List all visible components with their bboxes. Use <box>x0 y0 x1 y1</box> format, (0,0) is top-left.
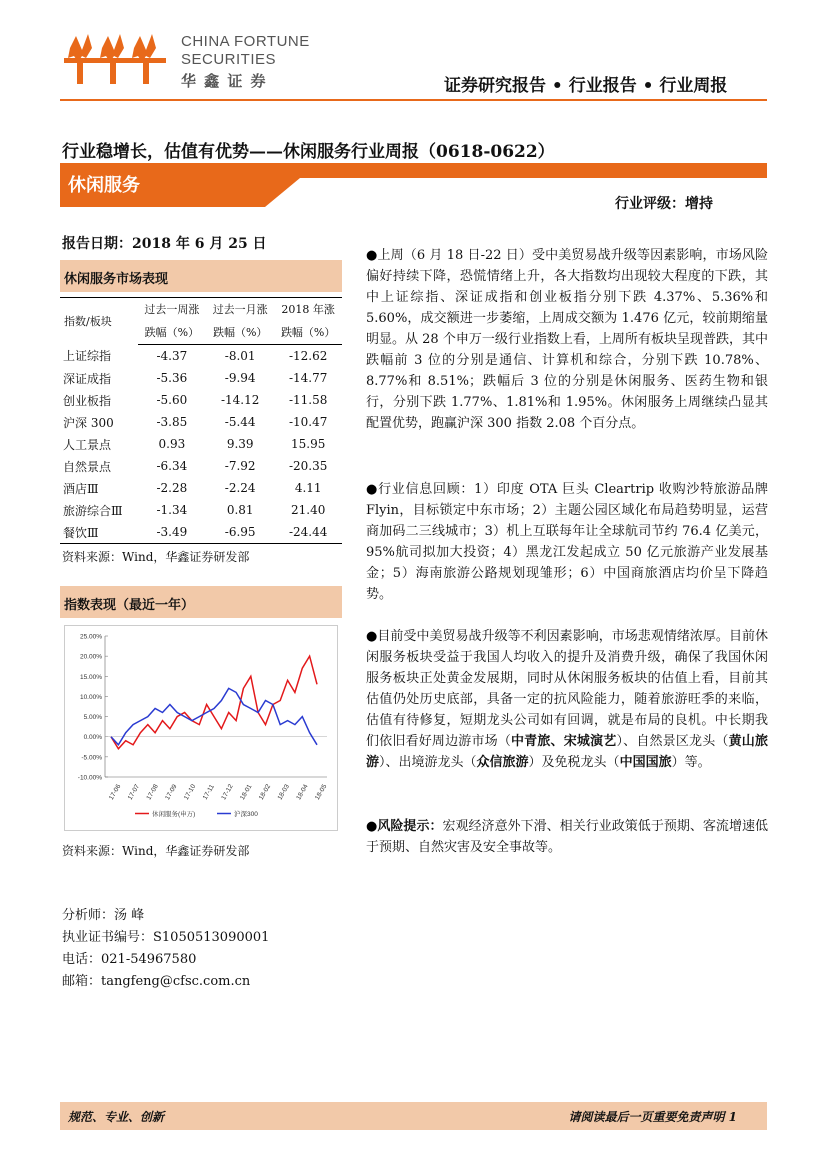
x-tick-label: 17-09 <box>164 783 179 802</box>
p4-text: 宏观经济意外下滑、相关行业政策低于预期、客流增速低于预期、自然灾害及安全事故等。 <box>366 819 768 855</box>
analyst-phone: 电话：021-54967580 <box>62 952 197 967</box>
analyst-name: 分析师：汤 峰 <box>62 908 145 923</box>
cell-week: 0.93 <box>158 437 186 451</box>
x-tick-label: 18-02 <box>257 783 273 802</box>
cell-month: -9.94 <box>224 371 256 385</box>
company-logo-icon <box>62 28 172 90</box>
footer-disclaimer: 请阅读最后一页重要免责声明 1 <box>568 1110 737 1124</box>
p3-bold-2: 黄山旅游 <box>366 734 768 770</box>
chart-heading-text: 指数表现（最近一年） <box>64 598 195 613</box>
cell-month: -5.44 <box>224 415 256 429</box>
p2-text: 行业信息回顾：1）印度 OTA 巨头 Cleartrip 收购沙特旅游品牌 Flyin，目标锁定中东市场；2）主题公园区域化布局趋势明显，运营商加码二三线城市；3）机上互联每年让全球航司节约 76.4 亿美元，95%航司拟加大投资；4）黑龙江发起成立 50 亿元旅游产业发展基金；5）海南旅游公路规划现雏形；6）中国商旅酒店均价呈下降趋势。 <box>366 482 768 602</box>
cell-name: 创业板指 <box>63 393 112 408</box>
x-tick-label: 18-04 <box>295 783 310 802</box>
p3-text-a: 目前受中美贸易战升级等不利因素影响，市场悲观情绪浓厚。目前休闲服务板块受益于我国人均收入的提升及消费升级，确保了我国休闲服务板块正处黄金发展期，同时从休闲服务板块的估值上看，目前其估值仍处历史底部，具备一定的抗风险能力，随着旅游旺季的来临，估值有待修复，短期龙头公司如有回调，就是布局的良机。中长期我们依旧看好周边游市场（ <box>366 629 768 749</box>
y-tick-label: 20.00% <box>79 653 102 661</box>
col-header-week: 过去一周涨 <box>138 298 206 322</box>
cell-name: 自然景点 <box>63 459 112 474</box>
x-tick-label: 17-11 <box>201 783 216 801</box>
analyst-cert: 执业证书编号：S1050513090001 <box>62 930 270 945</box>
analyst-email[interactable]: 邮箱：tangfeng@cfsc.com.cn <box>62 974 251 989</box>
x-tick-label: 17-07 <box>126 783 142 802</box>
brand-name-line1: CHINA FORTUNE <box>181 33 310 50</box>
col-header-year-unit: 跌幅（%） <box>274 321 342 345</box>
cell-name: 酒店Ⅲ <box>63 481 99 496</box>
y-tick-label: -10.00% <box>77 774 102 782</box>
cell-name: 上证综指 <box>63 349 112 364</box>
cell-week: -3.85 <box>156 415 188 429</box>
col-header-month-unit: 跌幅（%） <box>206 321 274 345</box>
cell-year: 21.40 <box>290 503 326 517</box>
cell-name: 人工景点 <box>63 437 112 452</box>
cell-week: -6.34 <box>156 459 188 473</box>
bullet-icon: ● <box>366 248 378 263</box>
p1-text: 上周（6 月 18 日-22 日）受中美贸易战升级等因素影响，市场风险偏好持续下降，恐慌情绪上升，各大指数均出现较大程度的下跌，其中上证综指、深证成指和创业板指分别下跌 4.37%、5.36%和 5.60%，成交额进一步萎缩，上周成交额为 1.476 亿元，较前期缩量明显。从 28 个申万一级行业指数上看，上周所有板块呈现普跌，其中跌幅前 3 位的分别是通信、计算机和综合，分别下跌 10.78%、8.77%和 8.51%；跌幅后 3 位的分别是休闲服务、医药生物和银行，分别下跌 1.77%、1.81%和 1.95%。休闲服务上周继续凸显其配置优势，跑赢沪深 300 指数 2.08 个百分点。 <box>366 248 769 431</box>
x-tick-label: 17-10 <box>182 783 198 802</box>
sector-name: 休闲服务 <box>68 175 140 196</box>
page-footer <box>60 1102 767 1130</box>
industry-rating: 行业评级：增持 <box>615 196 713 212</box>
table-row <box>60 455 342 477</box>
table-row <box>60 345 342 368</box>
market-source: 资料来源：Wind，华鑫证券研发部 <box>62 550 250 564</box>
brand-name-line2: SECURITIES <box>181 51 277 68</box>
col-header-year: 2018 年涨 <box>274 298 342 322</box>
cell-month: 9.39 <box>226 437 254 451</box>
analyst-info <box>62 905 269 993</box>
cell-month: -14.12 <box>220 393 260 407</box>
p3-text-d: ）、出境游龙头（ <box>379 755 477 770</box>
y-tick-label: -5.00% <box>81 754 102 762</box>
cell-month: -6.95 <box>206 521 274 544</box>
paragraph-industry-news <box>366 479 768 605</box>
table-row <box>60 499 342 521</box>
y-tick-label: 15.00% <box>79 673 102 681</box>
cell-year: 15.95 <box>290 437 326 451</box>
p3-bold-3: 众信旅游 <box>476 755 529 770</box>
cell-year: -10.47 <box>288 415 328 429</box>
x-tick-label: 18-05 <box>313 783 329 802</box>
table-row <box>60 433 342 455</box>
footer-slogan: 规范、专业、创新 <box>68 1110 165 1124</box>
col-header-month: 过去一月涨 <box>206 298 274 322</box>
p3-text-f: ）等。 <box>671 755 711 770</box>
market-table <box>60 297 342 544</box>
brand-name-cn: 华 鑫 证 券 <box>181 73 268 90</box>
p3-bold-4: 中国国旅 <box>619 755 672 770</box>
series-line-0 <box>111 656 317 749</box>
bullet-icon: ● <box>366 629 378 644</box>
col-header-name: 指数/板块 <box>60 298 138 345</box>
bullet-icon: ● <box>366 819 378 834</box>
cell-week: -2.28 <box>156 481 188 495</box>
index-chart-frame <box>64 625 338 831</box>
bullet-icon: ● <box>366 482 379 497</box>
y-tick-label: 25.00% <box>79 633 102 641</box>
paragraph-market-review <box>366 245 768 434</box>
col-header-week-unit: 跌幅（%） <box>138 321 206 345</box>
cell-week: -5.60 <box>156 393 188 407</box>
cell-name: 餐饮Ⅲ <box>60 521 138 544</box>
chart-source: 资料来源：Wind，华鑫证券研发部 <box>62 844 250 858</box>
y-tick-label: 0.00% <box>83 734 102 742</box>
cell-year: 4.11 <box>294 481 322 495</box>
table-row <box>60 477 342 499</box>
p3-text-c: ）、自然景区龙头（ <box>616 734 729 749</box>
table-row <box>60 411 342 433</box>
x-tick-label: 17-06 <box>107 783 123 802</box>
y-tick-label: 10.00% <box>79 693 102 701</box>
legend-label: 沪深300 <box>234 811 258 818</box>
cell-name: 深证成指 <box>63 371 112 386</box>
p3-bold-1: 中青旅、宋城演艺 <box>511 734 617 749</box>
table-row <box>60 367 342 389</box>
cell-year: -12.62 <box>288 349 328 363</box>
cell-week: -3.49 <box>138 521 206 544</box>
market-section-heading <box>60 260 342 292</box>
report-category: 证券研究报告 • 行业报告 • 行业周报 <box>444 76 728 96</box>
table-row <box>60 389 342 411</box>
cell-year: -24.44 <box>274 521 342 544</box>
market-heading-text: 休闲服务市场表现 <box>64 272 169 287</box>
risk-label: 风险提示： <box>377 819 443 834</box>
cell-month: -2.24 <box>224 481 256 495</box>
report-title: 行业稳增长，估值有优势——休闲服务行业周报（0618-0622） <box>62 142 555 162</box>
cell-week: -1.34 <box>156 503 188 517</box>
cell-name: 旅游综合Ⅲ <box>63 503 123 518</box>
cell-week: -4.37 <box>156 349 188 363</box>
table-row <box>60 521 342 544</box>
legend-label: 休闲服务(申万) <box>152 811 196 818</box>
cell-year: -20.35 <box>288 459 328 473</box>
paragraph-risk <box>366 816 768 858</box>
report-date: 报告日期：2018 年 6 月 25 日 <box>62 236 267 252</box>
cell-month: 0.81 <box>226 503 254 517</box>
cell-year: -14.77 <box>288 371 328 385</box>
header-divider <box>60 99 767 101</box>
cell-month: -7.92 <box>224 459 256 473</box>
index-chart <box>65 626 337 830</box>
x-tick-label: 18-01 <box>239 783 254 802</box>
chart-section-heading <box>60 586 342 618</box>
p3-text-e: ）及免税龙头（ <box>528 755 620 770</box>
cell-year: -11.58 <box>288 393 328 407</box>
y-tick-label: 5.00% <box>83 714 102 722</box>
cell-month: -8.01 <box>224 349 256 363</box>
cell-name: 沪深 300 <box>63 415 114 430</box>
x-tick-label: 17-12 <box>220 783 235 802</box>
paragraph-outlook <box>366 626 768 773</box>
x-tick-label: 17-08 <box>145 783 160 802</box>
cell-week: -5.36 <box>156 371 188 385</box>
x-tick-label: 18-03 <box>276 783 291 802</box>
